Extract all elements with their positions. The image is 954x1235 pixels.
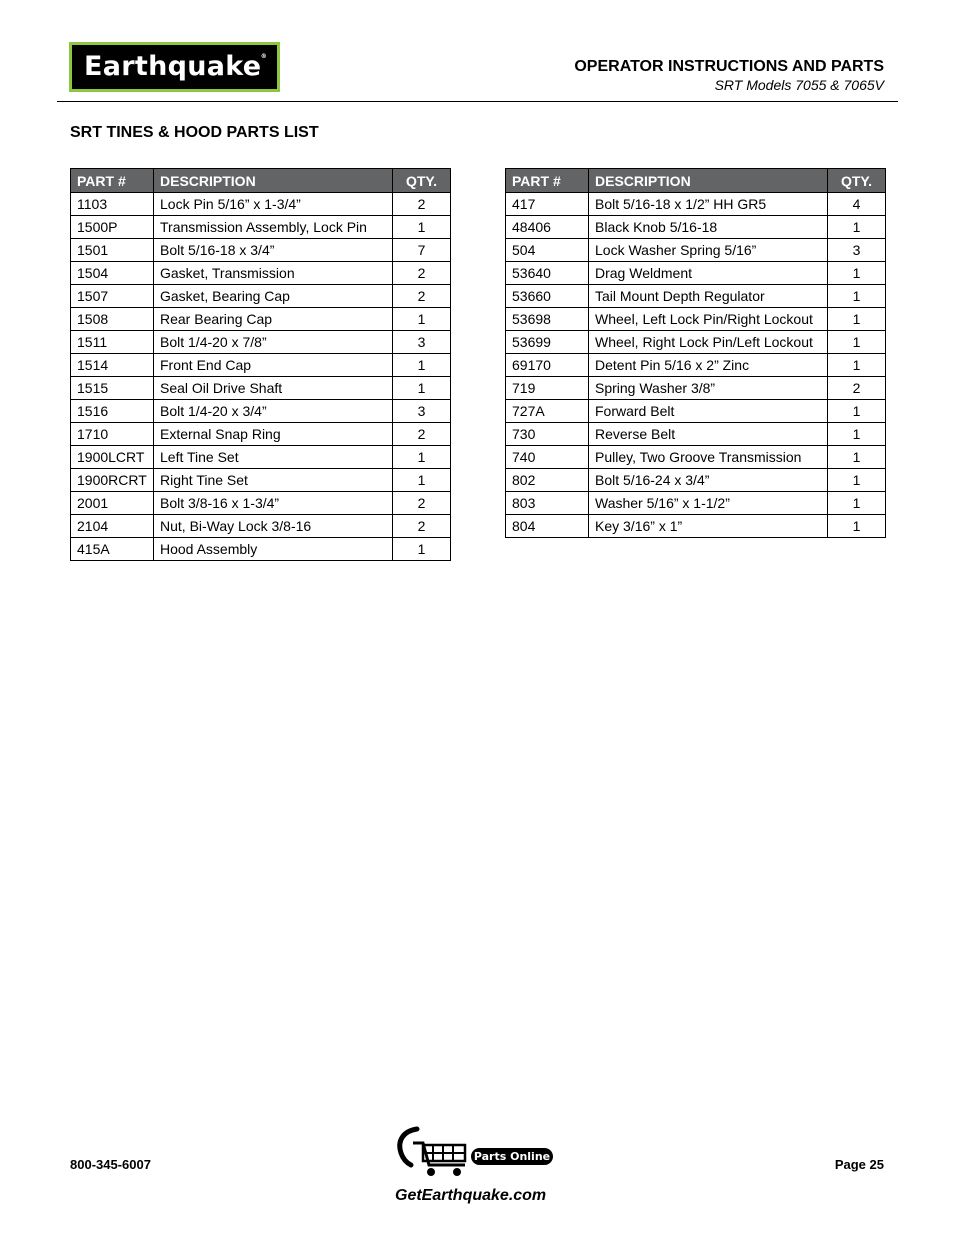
qty-cell: 2 xyxy=(393,515,451,538)
table-row xyxy=(506,423,886,446)
table-row xyxy=(506,285,886,308)
part-number-cell: 730 xyxy=(506,423,589,446)
description-cell: Seal Oil Drive Shaft xyxy=(154,377,393,400)
description-cell: Gasket, Bearing Cap xyxy=(154,285,393,308)
description-cell: Lock Pin 5/16” x 1-3/4” xyxy=(154,193,393,216)
description-cell: Detent Pin 5/16 x 2” Zinc xyxy=(589,354,828,377)
table-row xyxy=(71,469,451,492)
part-number-cell: 1507 xyxy=(71,285,154,308)
part-number-cell: 1508 xyxy=(71,308,154,331)
parts-online-logo[interactable] xyxy=(395,1125,565,1210)
table-row xyxy=(506,446,886,469)
table-row xyxy=(506,492,886,515)
qty-cell: 3 xyxy=(393,400,451,423)
part-number-cell: 1514 xyxy=(71,354,154,377)
header-divider xyxy=(57,101,898,102)
part-number-cell: 1103 xyxy=(71,193,154,216)
section-title: SRT TINES & HOOD PARTS LIST xyxy=(70,124,319,141)
description-cell: Front End Cap xyxy=(154,354,393,377)
parts-online-badge: Parts Online xyxy=(471,1148,553,1165)
part-number-cell: 48406 xyxy=(506,216,589,239)
qty-cell: 1 xyxy=(828,308,886,331)
footer-phone: 800-345-6007 xyxy=(70,1157,151,1172)
part-number-cell: 727A xyxy=(506,400,589,423)
part-number-cell: 803 xyxy=(506,492,589,515)
part-number-cell: 2104 xyxy=(71,515,154,538)
part-number-cell: 417 xyxy=(506,193,589,216)
part-number-cell: 53640 xyxy=(506,262,589,285)
part-number-cell: 1900RCRT xyxy=(71,469,154,492)
qty-cell: 1 xyxy=(828,492,886,515)
document-header xyxy=(574,58,884,94)
table-row xyxy=(71,492,451,515)
part-number-cell: 1710 xyxy=(71,423,154,446)
description-cell: Transmission Assembly, Lock Pin xyxy=(154,216,393,239)
logo-text: Earthquake xyxy=(84,51,262,82)
table-row xyxy=(506,308,886,331)
table-row xyxy=(71,354,451,377)
qty-cell: 2 xyxy=(393,285,451,308)
table-row xyxy=(506,193,886,216)
description-cell: Right Tine Set xyxy=(154,469,393,492)
qty-cell: 1 xyxy=(393,377,451,400)
qty-cell: 1 xyxy=(393,308,451,331)
part-number-cell: 1900LCRT xyxy=(71,446,154,469)
table-row xyxy=(71,193,451,216)
table-header-row xyxy=(71,169,451,193)
parts-table-left xyxy=(70,168,451,561)
description-header: DESCRIPTION xyxy=(154,169,393,193)
qty-cell: 2 xyxy=(393,262,451,285)
logo-registered-mark: ® xyxy=(260,53,267,60)
table-row xyxy=(71,216,451,239)
description-cell: External Snap Ring xyxy=(154,423,393,446)
part-number-cell: 2001 xyxy=(71,492,154,515)
qty-cell: 1 xyxy=(393,446,451,469)
description-cell: Drag Weldment xyxy=(589,262,828,285)
part-number-cell: 69170 xyxy=(506,354,589,377)
description-header: DESCRIPTION xyxy=(589,169,828,193)
description-cell: Left Tine Set xyxy=(154,446,393,469)
part-number-cell: 53699 xyxy=(506,331,589,354)
description-cell: Tail Mount Depth Regulator xyxy=(589,285,828,308)
description-cell: Bolt 5/16-24 x 3/4” xyxy=(589,469,828,492)
qty-cell: 4 xyxy=(828,193,886,216)
description-cell: Bolt 5/16-18 x 3/4” xyxy=(154,239,393,262)
table-row xyxy=(506,377,886,400)
earthquake-logo xyxy=(69,42,280,92)
qty-cell: 1 xyxy=(828,400,886,423)
description-cell: Bolt 3/8-16 x 1-3/4” xyxy=(154,492,393,515)
table-row xyxy=(506,515,886,538)
part-number-cell: 1511 xyxy=(71,331,154,354)
table-row xyxy=(506,354,886,377)
website-link[interactable]: GetEarthquake.com xyxy=(395,1187,547,1204)
part-number-cell: 415A xyxy=(71,538,154,561)
part-number-cell: 1516 xyxy=(71,400,154,423)
description-cell: Wheel, Left Lock Pin/Right Lockout xyxy=(589,308,828,331)
table-row xyxy=(71,285,451,308)
description-cell: Pulley, Two Groove Transmission xyxy=(589,446,828,469)
table-header-row xyxy=(506,169,886,193)
page-number: Page 25 xyxy=(834,1157,884,1172)
qty-cell: 3 xyxy=(828,239,886,262)
qty-cell: 2 xyxy=(393,423,451,446)
part-number-cell: 53660 xyxy=(506,285,589,308)
description-cell: Reverse Belt xyxy=(589,423,828,446)
table-row xyxy=(506,262,886,285)
qty-header: QTY. xyxy=(393,169,451,193)
table-row xyxy=(71,400,451,423)
parts-table-right xyxy=(505,168,886,538)
table-row xyxy=(71,538,451,561)
qty-cell: 1 xyxy=(393,538,451,561)
part-number-cell: 504 xyxy=(506,239,589,262)
table-row xyxy=(506,469,886,492)
qty-cell: 1 xyxy=(828,354,886,377)
qty-cell: 1 xyxy=(828,469,886,492)
qty-cell: 2 xyxy=(393,492,451,515)
qty-cell: 2 xyxy=(393,193,451,216)
table-row xyxy=(71,308,451,331)
qty-cell: 1 xyxy=(393,354,451,377)
qty-cell: 1 xyxy=(828,262,886,285)
table-row xyxy=(71,423,451,446)
description-cell: Bolt 1/4-20 x 7/8” xyxy=(154,331,393,354)
part-number-cell: 53698 xyxy=(506,308,589,331)
qty-cell: 1 xyxy=(393,216,451,239)
qty-cell: 1 xyxy=(828,423,886,446)
description-cell: Forward Belt xyxy=(589,400,828,423)
part-number-cell: 1515 xyxy=(71,377,154,400)
description-cell: Hood Assembly xyxy=(154,538,393,561)
part-number-cell: 740 xyxy=(506,446,589,469)
qty-cell: 1 xyxy=(828,446,886,469)
table-row xyxy=(71,377,451,400)
description-cell: Gasket, Transmission xyxy=(154,262,393,285)
qty-cell: 3 xyxy=(393,331,451,354)
description-cell: Lock Washer Spring 5/16” xyxy=(589,239,828,262)
qty-cell: 1 xyxy=(828,515,886,538)
table-row xyxy=(506,239,886,262)
part-number-cell: 719 xyxy=(506,377,589,400)
qty-cell: 1 xyxy=(828,216,886,239)
description-cell: Washer 5/16” x 1-1/2” xyxy=(589,492,828,515)
description-cell: Nut, Bi-Way Lock 3/8-16 xyxy=(154,515,393,538)
qty-cell: 2 xyxy=(828,377,886,400)
table-row xyxy=(71,331,451,354)
qty-header: QTY. xyxy=(828,169,886,193)
part-number-cell: 1504 xyxy=(71,262,154,285)
table-row xyxy=(71,446,451,469)
qty-cell: 7 xyxy=(393,239,451,262)
qty-cell: 1 xyxy=(828,331,886,354)
description-cell: Spring Washer 3/8” xyxy=(589,377,828,400)
table-row xyxy=(506,216,886,239)
description-cell: Rear Bearing Cap xyxy=(154,308,393,331)
table-row xyxy=(71,239,451,262)
header-title: OPERATOR INSTRUCTIONS AND PARTS xyxy=(574,58,884,75)
part-number-cell: 1500P xyxy=(71,216,154,239)
table-row xyxy=(506,331,886,354)
table-row xyxy=(71,515,451,538)
part-number-cell: 804 xyxy=(506,515,589,538)
description-cell: Wheel, Right Lock Pin/Left Lockout xyxy=(589,331,828,354)
part-number-header: PART # xyxy=(506,169,589,193)
description-cell: Key 3/16” x 1” xyxy=(589,515,828,538)
table-row xyxy=(71,262,451,285)
header-subtitle: SRT Models 7055 & 7065V xyxy=(714,77,884,93)
description-cell: Bolt 5/16-18 x 1/2” HH GR5 xyxy=(589,193,828,216)
part-number-cell: 1501 xyxy=(71,239,154,262)
part-number-header: PART # xyxy=(71,169,154,193)
table-row xyxy=(506,400,886,423)
part-number-cell: 802 xyxy=(506,469,589,492)
qty-cell: 1 xyxy=(828,285,886,308)
description-cell: Black Knob 5/16-18 xyxy=(589,216,828,239)
shopping-cart-icon xyxy=(395,1125,475,1181)
qty-cell: 1 xyxy=(393,469,451,492)
description-cell: Bolt 1/4-20 x 3/4” xyxy=(154,400,393,423)
